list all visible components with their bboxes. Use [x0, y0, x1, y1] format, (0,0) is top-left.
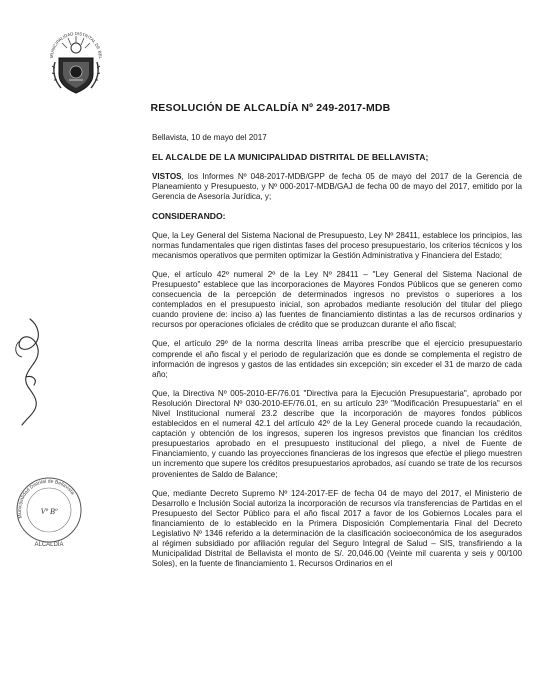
considerando-paragraph-2: Que, el artículo 42º numeral 2º de la Ley Nº 28411 – "Ley General del Sistema Nacional de Presupuesto" establece que las incorporaciones de Mayores Fondos Públicos que se generen como consecuencia de la percepción de determinados ingresos no previstos o superiores a los contemplados en el presupuesto inicial, son aprobados mediante resolución del titular del pliego cuando proviene de: inciso a) las fuentes de financiamiento distintas a las de recursos ordinarios y recursos por operaciones oficiales de crédito que se produzcan durante el año fiscal;	[152, 269, 522, 330]
vistos-label: VISTOS	[152, 172, 182, 182]
svg-text:Municipalidad Distrital de Bel: Municipalidad Distrital de Bellavista	[16, 478, 76, 519]
considerando-paragraph-4: Que, la Directiva Nº 005-2010-EF/76.01 "Directiva para la Ejecución Presupuestaria", aprobado por Resolución Directoral Nº 030-2010-EF/76.01, en su artículo 23º "Modificación Presupuestaria" en el Nivel Institucional numeral 23.2 describe que la incorporación de mayores fondos públicos establecidos en el numeral 42.1 del artículo 42º de la Ley General procede cuando la recaudación, captación y obtención de los ingresos, superen los ingresos previstos que financian los créditos presupuestarios aprobado en el presupuesto institucional del pliego, a nivel de Fuente de Financiamiento, y cuando las proyecciones financieras de los ingresos que efectúe el pliego muestren un incremento que supere los créditos presupuestarios aprobados, así cuando se trate de los recursos provenientes de Saldo de Balance;	[152, 388, 522, 479]
visto-bueno-stamp	[10, 468, 88, 548]
vistos-text: , los Informes Nº 048-2017-MDB/GPP de fecha 05 de mayo del 2017 de la Gerencia de Planeamiento y Presupuesto, y Nº 000-2017-MDB/GAJ de fecha 00 de mayo del 2017, emitido por la Gerencia de Asesoría Jurídica, y;	[152, 172, 522, 202]
considerando-paragraph-1: Que, la Ley General del Sistema Nacional de Presupuesto, Ley Nº 28411, establece los principios, las normas fundamentales que rigen distintas fases del proceso presupuestario, los criterios técnicos y los mecanismos operativos que permiten optimizar la Gestión Administrativa y Financiera del Estado;	[152, 230, 522, 260]
svg-text:Vº Bº: Vº Bº	[40, 507, 58, 516]
date-line: Bellavista, 10 de mayo del 2017	[152, 133, 267, 142]
considerando-paragraph-5: Que, mediante Decreto Supremo Nº 124-2017-EF de fecha 04 de mayo del 2017, el Ministerio de Desarrollo e Inclusión Social autoriza la incorporación de recursos vía transferencias de Partidas en el Presupuesto del Sector Público para el año fiscal 2017 a favor de los Gobiernos Locales para el financiamiento de lo establecido en la Primera Disposición Complementaria Final del Decreto Legislativo Nº 1346 referido a la determinación de la clasificación socioeconómica de los asegurados al régimen subsidiado por afiliación regular del Seguro Integral de Salud – SIS, transfiriendo a la Municipalidad Distrital de Bellavista el monto de S/. 20,046.00 (Veinte mil cuarenta y seis y 00/100 Soles), en la fuente de financiamiento 1. Recursos Ordinarios en el	[152, 488, 522, 569]
municipal-seal-logo	[45, 22, 107, 98]
considerando-heading: CONSIDERANDO:	[152, 211, 226, 222]
resolution-title: RESOLUCIÓN DE ALCALDÍA Nº 249-2017-MDB	[150, 102, 391, 114]
handwritten-signature	[8, 315, 48, 435]
alcalde-heading: EL ALCALDE DE LA MUNICIPALIDAD DISTRITAL DE BELLAVISTA;	[152, 152, 429, 163]
document-body	[152, 133, 522, 578]
considerando-paragraph-3: Que, el artículo 29º de la norma descrita líneas arriba prescribe que el ejercicio presupuestario comprende el año fiscal y el periodo de regularización que es donde se complementa el registro de información de ingresos y gastos de las entidades sin excepción; sin exceder el 31 de marzo de cada año;	[152, 339, 522, 379]
svg-text:ALCALDÍA: ALCALDÍA	[34, 542, 64, 548]
svg-text:MUNICIPALIDAD DISTRITAL DE BEL: MUNICIPALIDAD DISTRITAL DE BEL	[48, 30, 104, 59]
vistos-paragraph	[152, 172, 522, 202]
